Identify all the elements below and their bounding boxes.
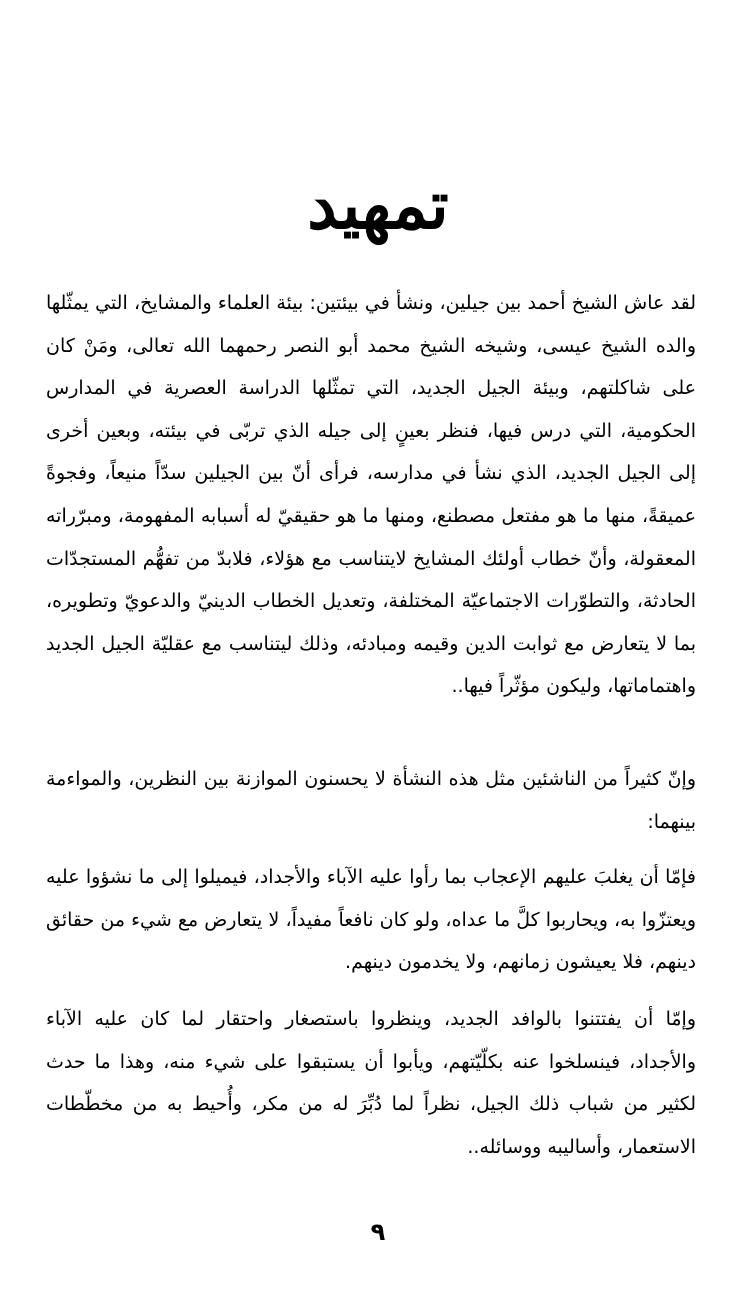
- paragraph-3: [46, 856, 718, 984]
- paragraph-4-text: وإمّا أن يفتتنوا بالوافد الجديد، وينظروا باستصغار واحتقار لما كان عليه الآباء والأجداد، فينسلخوا عنه بكلّيّتهم، ويأبوا أن يستبقوا على شيء منه، وهذا ما حدث لكثير من شباب ذلك الجيل، نظراً لما دُبِّرَ له من مكر، وأُحيط به من مخطّطات الاستعمار، وأساليبه ووسائله..: [46, 1008, 696, 1158]
- paragraph-3-text: فإمّا أن يغلبَ عليهم الإعجاب بما رأوا عليه الآباء والأجداد، فيميلوا إلى ما نشؤوا عليه ويعتزّوا به، ويحاربوا كلَّ ما عداه، ولو كان نافعاً مفيداً، لا يتعارض مع شيء من حقائق دينهم، فلا يعيشون زمانهم، ولا يخدمون دينهم.: [46, 866, 696, 974]
- paragraph-4: [46, 998, 718, 1168]
- paragraph-1: [46, 282, 718, 708]
- chapter-title: تمهيد: [307, 166, 449, 244]
- paragraph-1-text: لقد عاش الشيخ أحمد بين جيلين، ونشأ في بيئتين: بيئة العلماء والمشايخ، التي يمثّلها والده الشيخ عيسى، وشيخه الشيخ محمد أبو النصر رحمهما الله تعالى، ومَنْ كان على شاكلتهم، وبيئة الجيل الجديد، التي تمثّلها الدراسة العصرية في المدارس الحكومية، التي درس فيها، فنظر بعينٍ إلى جيله الذي تربّى في بيئته، وبعين أخرى إلى الجيل الجديد، الذي نشأ في مدارسه، فرأى أنّ بين الجيلين سدّاً منيعاً، وفجوةً عميقةً، منها ما هو مفتعل مصطنع، ومنها ما هو حقيقيّ له أسبابه المفهومة، ومبرّراته المعقولة، وأنّ خطاب أولئك المشايخ لايتناسب مع هؤلاء، فلابدّ من تفهُّم المستجدّات الحادثة، والتطوّرات الاجتماعيّة المختلفة، وتعديل الخطاب الدينيّ والدعويّ وتطويره، بما لا يتعارض مع ثوابت الدين وقيمه ومبادئه، وذلك ليتناسب مع عقليّة الجيل الجديد واهتماماتها، وليكون مؤثّراً فيها..: [46, 292, 696, 698]
- paragraph-2: [46, 758, 718, 843]
- page-number: ٩: [370, 1218, 386, 1246]
- paragraph-2-text: وإنّ كثيراً من الناشئين مثل هذه النشأة لا يحسنون الموازنة بين النظرين، والمواءمة بينهما:: [46, 768, 696, 833]
